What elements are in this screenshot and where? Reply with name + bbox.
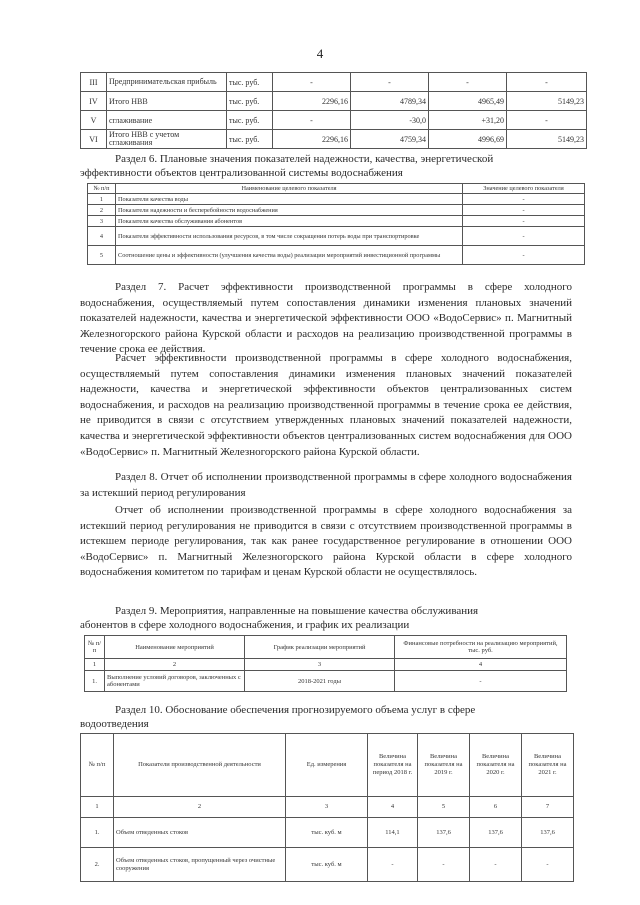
table-row: 2. Объем отведенных стоков, пропущенный через очистные сооружения тыс. куб. м - - - - [81,848,574,882]
nvv-table [80,72,587,149]
section8-paragraph: Отчет об исполнении производственной программы в сфере холодного водоснабжения за истекший период регулирования не приводится в связи с отсутствием производственной программы в истекшем периоде регулирования, так как ранее государственное регулирование в отношении ООО «ВодоСервис» п. Магнитный Железногорского района Курской области в сфере холодного водоснабжения комитетом по тарифам и ценам Курской области не осуществлялось. [80,504,572,579]
table-header-row: № п/п Наименование целевого показателя Значение целевого показателя [88,184,585,194]
table-row: VI Итого НВВ с учетом сглаживания тыс. руб. 2296,16 4759,34 4996,69 5149,23 [81,130,587,149]
section7-paragraph2: Расчет эффективности производственной программы в сфере холодного водоснабжения, осуществляемый путем сопоставления динамики изменения плановых значений показателей надежности, качества и энергетической эффективности объектов централизованных систем водоснабжения, и расходов на реализацию производственной программы в течение срока ее действия, не приводится в связи с отсутствием утвержденных плановых значений показателей надежности, качества и энергетической эффективности объектов централизованных систем водоснабжения для ООО «ВодоСервис» п. Магнитный Железногорского района Курской области. [80,352,572,458]
table-index-row: 1 2 3 4 5 6 7 [81,797,574,818]
table-row: 4 Показатели эффективности использования ресурсов, в том числе сокращения потерь воды при транспортировке - [88,227,585,246]
table-row: 5 Соотношение цены и эффективности (улучшения качества воды) реализации мероприятий инвестиционной программы - [88,246,585,265]
section9-heading-line1: Раздел 9. Мероприятия, направленные на повышение качества обслуживания [115,605,479,617]
table-header-row: № п/п Наименование мероприятий График реализации мероприятий Финансовые потребности на реализацию мероприятий, тыс. руб. [85,636,567,659]
page-number: 4 [316,46,324,61]
service-volume-table [80,733,574,882]
table-row: 2 Показатели надежности и бесперебойности водоснабжения - [88,205,585,216]
table-header-row: № п/п Показатели производственной деятельности Ед. измерения Величина показателя на период 2018 г. Величина показателя на 2019 г. Величина показателя на 2020 г. Величина показателя на 2021 г. [81,734,574,797]
measures-table [84,635,567,692]
table-row: 1. Объем отведенных стоков тыс. куб. м 114,1 137,6 137,6 137,6 [81,818,574,848]
section8-heading: Раздел 8. Отчет об исполнении производственной программы в сфере холодного водоснабжения за истекший период регулирования [80,471,572,499]
section10-heading-line2: водоотведения [80,718,149,730]
section6-heading-line2: эффективности объектов централизованной системы водоснабжения [80,167,403,179]
section6-heading-line1: Раздел 6. Плановые значения показателей надежности, качества, энергетической [115,153,494,165]
table-row: V сглаживание тыс. руб. - -30,0 +31,20 - [81,111,587,130]
table-row: 1. Выполнение условий договоров, заключенных с абонентами 2018-2021 годы - [85,671,567,692]
table-row: III Предпринимательская прибыль тыс. руб. - - - - [81,73,587,92]
table-row: 3 Показатели качества обслуживания абонентов - [88,216,585,227]
table-row: IV Итого НВВ тыс. руб. 2296,16 4789,34 4965,49 5149,23 [81,92,587,111]
section7-paragraph1: Раздел 7. Расчет эффективности производственной программы в сфере холодного водоснабжения, осуществляемый путем сопоставления динамики изменения плановых значений показателей надежности, качества и энергетической эффективности ООО «ВодоСервис» п. Магнитный Железногорского района Курской области и расходов на реализацию производственной программы в течение срока ее действия. [80,281,572,356]
section9-heading-line2: абонентов в сфере холодного водоснабжения, и график их реализации [80,619,410,631]
table-index-row: 1 2 3 4 [85,659,567,671]
target-indicators-table [87,183,585,265]
table-row: 1 Показатели качества воды - [88,194,585,205]
section10-heading-line1: Раздел 10. Обоснование обеспечения прогнозируемого объема услуг в сфере [115,704,476,716]
